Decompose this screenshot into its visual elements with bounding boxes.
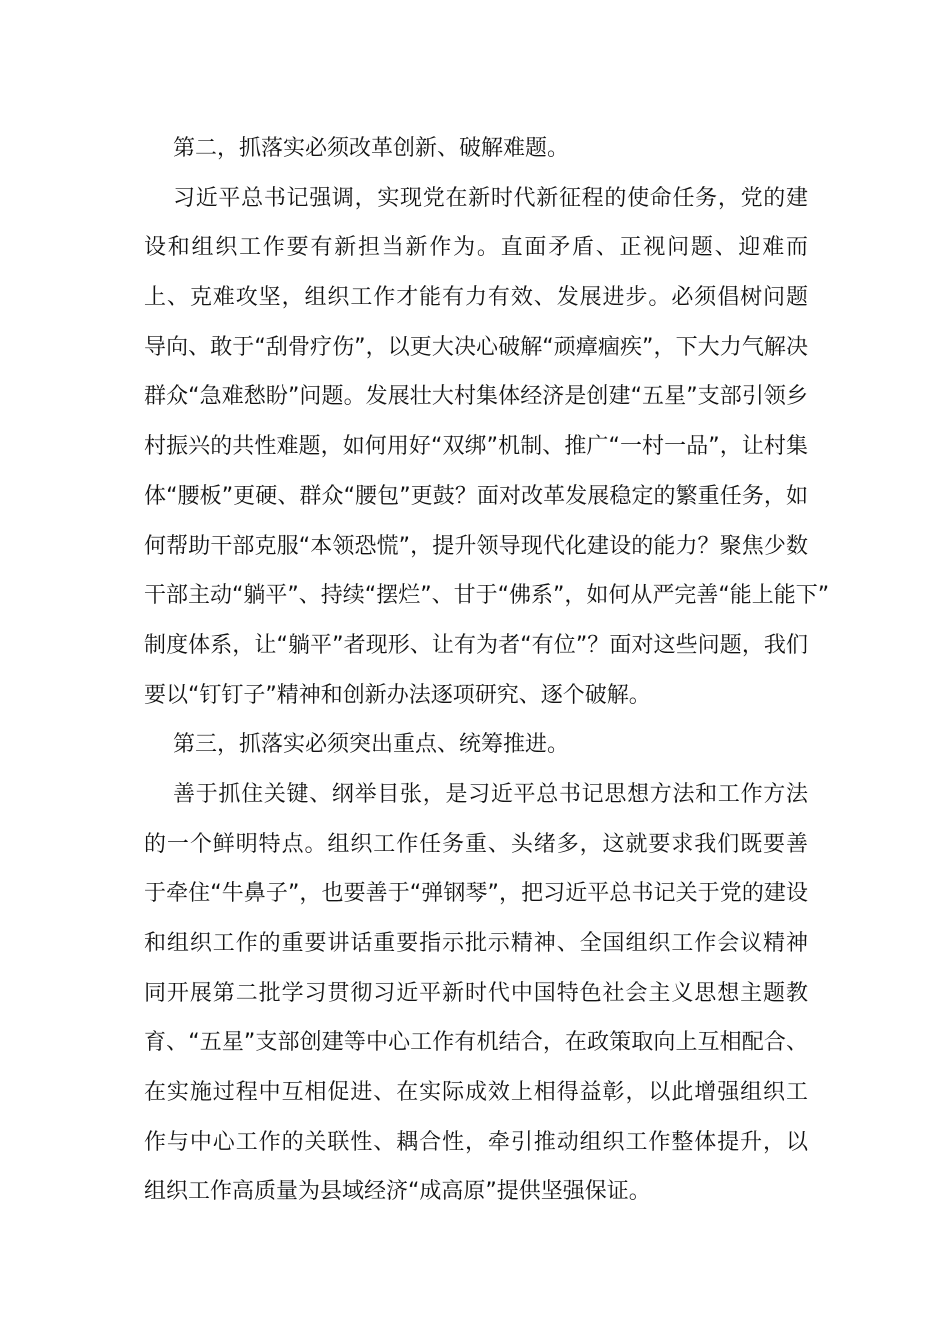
- paragraph-line: 设和组织工作要有新担当新作为。直面矛盾、正视问题、迎难而: [144, 235, 808, 261]
- section-heading-3: 第三，抓落实必须突出重点、统筹推进。: [173, 732, 570, 758]
- paragraph-line: 的一个鲜明特点。组织工作任务重、头绪多，这就要求我们既要善: [144, 831, 808, 857]
- paragraph-line: 作与中心工作的关联性、耦合性，牵引推动组织工作整体提升，以: [144, 1129, 808, 1155]
- paragraph-line: 体“腰板”更硬、群众“腰包”更鼓？面对改革发展稳定的繁重任务，如: [144, 483, 808, 509]
- paragraph-line: 善于抓住关键、纲举目张，是习近平总书记思想方法和工作方法: [173, 781, 808, 807]
- paragraph-line: 上、克难攻坚，组织工作才能有力有效、发展进步。必须倡树问题: [144, 285, 808, 311]
- paragraph-line: 村振兴的共性难题，如何用好“双绑”机制、推广“一村一品”，让村集: [144, 434, 808, 460]
- document-body: [144, 124, 830, 1217]
- paragraph-line: 同开展第二批学习贯彻习近平新时代中国特色社会主义思想主题教: [144, 980, 808, 1006]
- paragraph-line: 干部主动“躺平”、持续“摆烂”、甘于“佛系”，如何从严完善“能上能下”: [144, 583, 830, 609]
- paragraph-line: 习近平总书记强调，实现党在新时代新征程的使命任务，党的建: [173, 185, 808, 211]
- paragraph-line: 和组织工作的重要讲话重要指示批示精神、全国组织工作会议精神: [144, 931, 808, 956]
- paragraph-line: 制度体系，让“躺平”者现形、让有为者“有位”？面对这些问题，我们: [144, 632, 808, 658]
- paragraph-line: 导向、敢于“刮骨疗伤”，以更大决心破解“顽瘴痼疾”，下大力气解决: [144, 334, 808, 360]
- paragraph-line: 组织工作高质量为县域经济“成高原”提供坚强保证。: [144, 1179, 651, 1205]
- paragraph-line: 群众“急难愁盼”问题。发展壮大村集体经济是创建“五星”支部引领乡: [144, 384, 808, 410]
- paragraph-line: 在实施过程中互相促进、在实际成效上相得益彰，以此增强组织工: [144, 1080, 808, 1106]
- paragraph-line: 何帮助干部克服“本领恐慌”，提升领导现代化建设的能力？聚焦少数: [144, 533, 808, 559]
- paragraph-line: 育、“五星”支部创建等中心工作有机结合，在政策取向上互相配合、: [144, 1030, 808, 1056]
- section-heading-2: 第二，抓落实必须改革创新、破解难题。: [173, 136, 570, 161]
- paragraph-line: 要以“钉钉子”精神和创新办法逐项研究、逐个破解。: [144, 682, 651, 708]
- paragraph-line: 于牵住“牛鼻子”，也要善于“弹钢琴”，把习近平总书记关于党的建设: [144, 881, 808, 907]
